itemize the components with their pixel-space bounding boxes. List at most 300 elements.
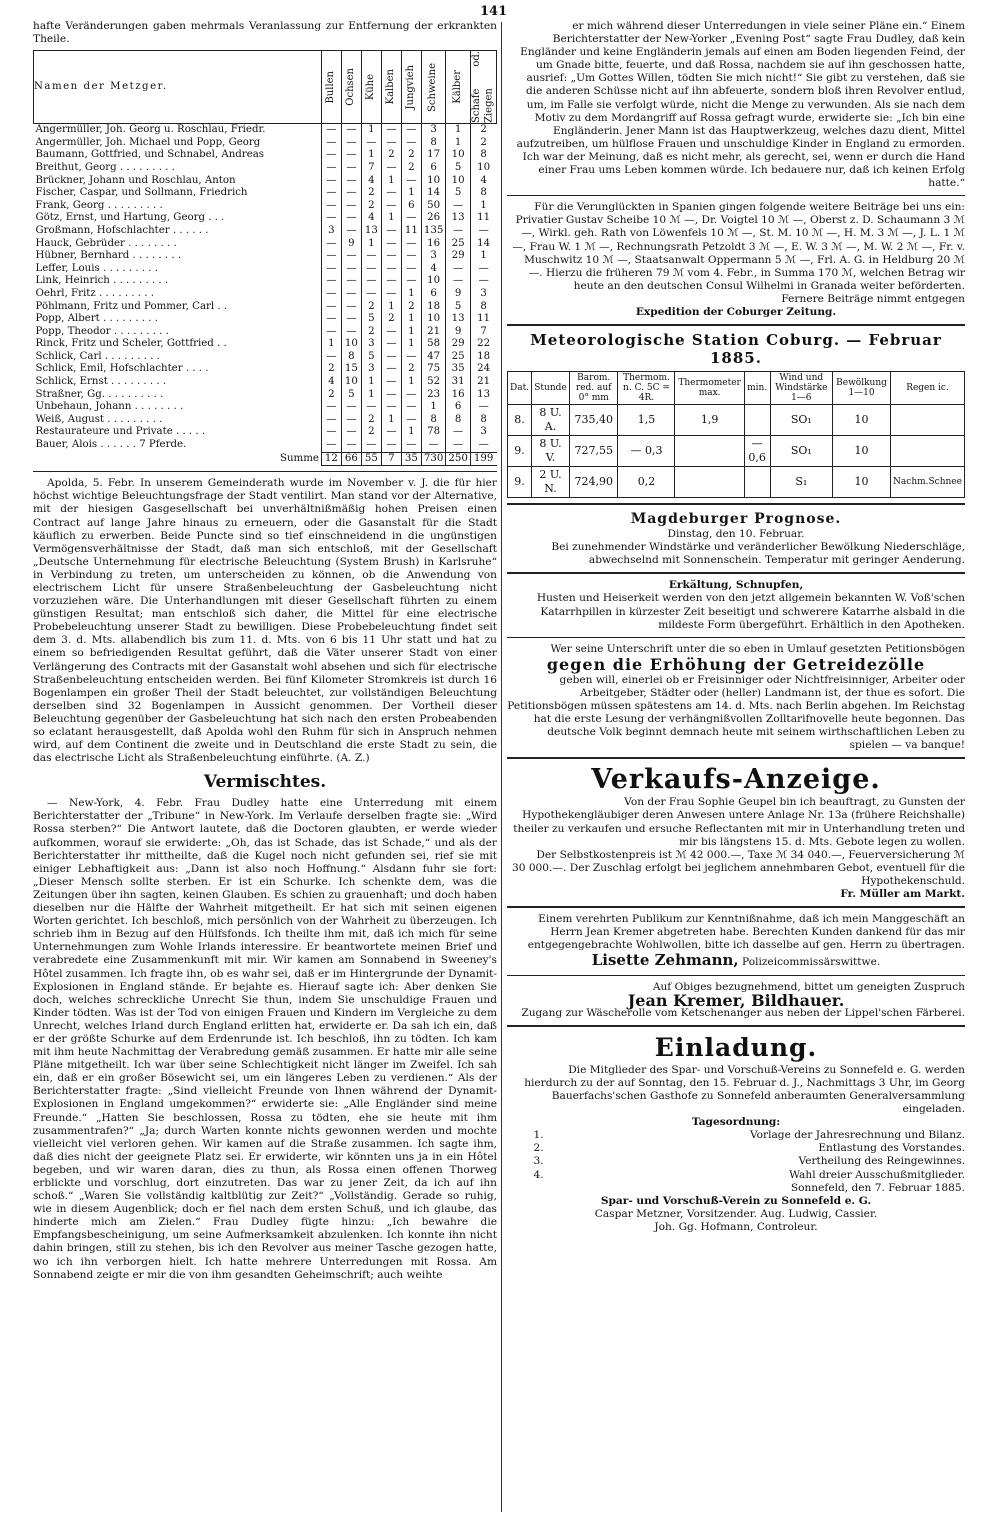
butcher-name: Popp, Theodor . . . . . . . . .: [35, 325, 169, 337]
einladung-title: Einladung.: [654, 1032, 818, 1062]
weather-cell: 1,9: [675, 405, 744, 436]
table-row: [34, 389, 497, 402]
table-cell: 5: [446, 162, 470, 175]
petition-text: geben will, einerlei ob er Freisinniger oder Nichtfreisinniger, Arbeiter oder Arbeitgeber, Städter oder (heller) Landmann ist, der thue es sofort. Die Petitionsbögen müssen spätestens am 14. d. Mts. nach Berlin abgehen. Im Reichstag hat die erste Lesung der verhängnißvollen Zolltarifnovelle heute begonnen. Das deutsche Volk beginnt demnach heute mit seinem wirthschaftlichen Leben zu spielen — va banque!: [507, 673, 965, 752]
table-cell: 1: [381, 175, 401, 188]
column-header: Bullen: [321, 51, 341, 124]
table-cell: 6: [446, 401, 470, 414]
table-cell: 5: [361, 351, 381, 364]
table-cell: 7: [361, 162, 381, 175]
table-cell: 11: [470, 212, 496, 225]
table-sum-row: [34, 452, 497, 466]
weather-cell: 10: [833, 467, 891, 498]
table-cell: —: [341, 301, 361, 314]
table-row: [34, 200, 497, 213]
spanien-more: Fernere Beiträge nimmt entgegen: [781, 292, 965, 305]
table-cell: —: [341, 187, 361, 200]
table-cell: —: [401, 212, 421, 225]
einladung-signature-1: Caspar Metzner, Vorsitzender. Aug. Ludwig, Cassier.: [594, 1207, 878, 1220]
table-cell: 3: [361, 338, 381, 351]
butcher-name: Fischer, Caspar, und Sollmann, Friedrich: [35, 187, 248, 199]
divider: [507, 975, 965, 976]
table-cell: —: [341, 225, 361, 238]
table-cell: —: [381, 187, 401, 200]
table-cell: 1: [361, 376, 381, 389]
column-header: Schweine: [421, 51, 445, 124]
table-cell: —: [381, 162, 401, 175]
table-cell: —: [401, 238, 421, 251]
butcher-name: Schlick, Carl . . . . . . . . .: [35, 350, 160, 362]
table-cell: 1: [361, 389, 381, 402]
sum-cell: 730: [421, 452, 445, 466]
table-cell: 3: [361, 363, 381, 376]
table-cell: 2: [361, 426, 381, 439]
table-cell: 8: [421, 414, 445, 427]
table-cell: —: [321, 326, 341, 339]
butcher-name: Leffer, Louis . . . . . . . . .: [35, 262, 159, 274]
butcher-name: Pöhlmann, Fritz und Pommer, Carl . .: [35, 300, 228, 312]
table-cell: —: [381, 250, 401, 263]
table-cell: 1: [470, 200, 496, 213]
table-cell: 13: [361, 225, 381, 238]
sum-label: Summe: [280, 452, 319, 464]
table-row: [34, 439, 497, 452]
table-cell: 6: [401, 200, 421, 213]
table-cell: —: [341, 162, 361, 175]
table-cell: —: [341, 288, 361, 301]
weather-cell: S₁: [770, 467, 833, 498]
table-cell: —: [401, 124, 421, 137]
butcher-name: Baumann, Gottfried, und Schnabel, Andreas: [35, 149, 265, 161]
table-cell: —: [381, 326, 401, 339]
table-cell: —: [381, 389, 401, 402]
newyork-continuation: er mich während dieser Unterredungen in viele seiner Pläne ein.“ Einem Berichterstatter der New-Yorker „Evening Post“ sagte Frau Dudley, daß kein Engländer und keine Engländerin jemals auf einen am Boden liegenden Feind, der um Gnade bitte, feuerte, und daß Rossa, nachdem sie auf ihn geschossen hatte, ausrief: „Um Gottes Willen, tödten Sie mich nicht!“ Sie gibt zu verstehen, daß sie die anderen Schüsse nicht auf ihn abfeuerte, sondern bloß ihren Revolver entlud, um, im Falle sie verfolgt würde, nicht die Menge zu verwunden. Als sie nach dem Motiv zu dem Mordangriff auf Rossa gefragt wurde, erwiderte sie: „Ich bin eine Engländerin. Jener Mann ist das Hauptwerkzeug, welches dazu dient, Mittel aufzutreiben, um hülflose Frauen und unschuldige Kinder in England zu ermorden. Ich war der Meinung, daß es nicht mehr, als gerecht, sei, wenn er durch die Hand einer Frau ums Leben kommen würde. Ich bedauere nur, daß ich keinen Erfolg hatte.“: [516, 20, 965, 190]
table-cell: —: [321, 263, 341, 276]
table-cell: 24: [470, 363, 496, 376]
table-cell: —: [381, 137, 401, 150]
table-cell: 9: [446, 288, 470, 301]
table-cell: 2: [361, 187, 381, 200]
table-cell: 29: [446, 338, 470, 351]
table-row: [34, 414, 497, 427]
table-cell: 2: [401, 162, 421, 175]
table-cell: —: [321, 351, 341, 364]
weather-cell: SO₁: [770, 436, 833, 467]
table-cell: 31: [446, 376, 470, 389]
column-header: Kühe: [361, 51, 381, 124]
weather-cell: [744, 467, 770, 498]
erkaeltung-title: Erkältung, Schnupfen,: [668, 579, 804, 592]
table-cell: —: [381, 225, 401, 238]
table-cell: —: [321, 149, 341, 162]
table-cell: 2: [470, 124, 496, 137]
table-cell: —: [381, 363, 401, 376]
butcher-name: Angermüller, Joh. Georg u. Roschlau, Friedr.: [35, 124, 266, 136]
table-row: [34, 326, 497, 339]
table-cell: 18: [470, 351, 496, 364]
table-cell: 21: [470, 376, 496, 389]
table-cell: 1: [381, 212, 401, 225]
table-cell: 4: [470, 175, 496, 188]
divider: [507, 906, 965, 908]
weather-header: Dat.: [508, 372, 532, 405]
table-cell: 3: [321, 225, 341, 238]
table-cell: —: [321, 124, 341, 137]
table-cell: —: [446, 275, 470, 288]
table-cell: 2: [470, 137, 496, 150]
table-row: [34, 137, 497, 150]
table-cell: 5: [446, 301, 470, 314]
table-cell: 3: [470, 426, 496, 439]
weather-cell: 2 U. N.: [532, 467, 570, 498]
table-cell: —: [470, 439, 496, 452]
weather-header: Thermometer max.: [675, 372, 744, 405]
table-row: [34, 376, 497, 389]
column-header: Jungvieh: [401, 51, 421, 124]
table-cell: —: [341, 263, 361, 276]
table-cell: 2: [321, 389, 341, 402]
table-cell: 8: [341, 351, 361, 364]
table-cell: —: [341, 414, 361, 427]
table-cell: —: [361, 439, 381, 452]
table-cell: 4: [361, 212, 381, 225]
table-cell: 13: [446, 313, 470, 326]
table-cell: —: [321, 212, 341, 225]
table-cell: 1: [401, 326, 421, 339]
table-cell: 5: [446, 187, 470, 200]
weather-cell: — 0,3: [618, 436, 675, 467]
table-cell: —: [401, 263, 421, 276]
table-cell: 16: [421, 238, 445, 251]
butcher-name: Straßner, Gg. . . . . . . . . .: [35, 388, 164, 400]
table-cell: —: [361, 401, 381, 414]
table-cell: —: [341, 401, 361, 414]
table-cell: 2: [401, 301, 421, 314]
table-cell: —: [401, 275, 421, 288]
table-cell: 4: [321, 376, 341, 389]
table-row: [34, 149, 497, 162]
agenda-title: Tagesordnung:: [691, 1116, 781, 1129]
weather-cell: [891, 405, 965, 436]
table-cell: 2: [361, 414, 381, 427]
table-row: [34, 124, 497, 137]
weather-header: Regen ic.: [891, 372, 965, 405]
table-cell: 2: [401, 149, 421, 162]
petition-headline: gegen die Erhöhung der Getreidezölle: [546, 654, 926, 674]
butcher-name: Weiß, August . . . . . . . . .: [35, 413, 163, 425]
table-cell: 5: [341, 389, 361, 402]
erkaeltung-text: Husten und Heiserkeit werden von den jetzt allgemein bekannten W. Voß'schen Katarrhpillen in kürzester Zeit beseitigt und schwerere Katarrhe alsbald in die mildeste Form übergeführt. Erhältlich in den Apotheken.: [536, 592, 965, 631]
table-cell: —: [341, 124, 361, 137]
table-cell: —: [446, 200, 470, 213]
sum-cell: 7: [381, 452, 401, 466]
weather-header: Bewölkung 1—10: [833, 372, 891, 405]
sum-cell: 250: [446, 452, 470, 466]
table-cell: —: [341, 326, 361, 339]
weather-cell: 0,2: [618, 467, 675, 498]
divider: [507, 637, 965, 638]
butcher-name: Popp, Albert . . . . . . . . .: [35, 313, 159, 325]
table-cell: 15: [341, 363, 361, 376]
table-cell: —: [401, 389, 421, 402]
table-cell: —: [381, 263, 401, 276]
mang-signature-role: Polizeicommissärswittwe.: [742, 956, 881, 969]
table-cell: —: [321, 162, 341, 175]
table-row: [34, 263, 497, 276]
apolda-article: Apolda, 5. Febr. In unserem Gemeinderath wurde im November v. J. die für hier höchst wichtige Beleuchtungsfrage der Stadt ventilirt. Man stand vor der Alternative, mit der hiesigen Gasgesellschaft bei unverhältnißmäßig hohen Preisen einen Contract auf lange Jahre hinaus zu erneuern, oder die Gasanstalt für die Stadt käuflich zu erwerben. Beide Puncte sind so tief einschneidend in die ungünstigen Vermögensverhältnisse der Stadt, daß man sich entschloß, mit der Gesellschaft „Deutsche Unternehmung für electrische Beleuchtung (System Brush) in Karlsruhe“ in Verbindung zu treten, um unterscheiden zu können, ob die Anwendung von electrischem Licht für unsere Straßenbeleuchtung der Gasbeleuchtung nicht vorzuziehen wäre. Die Unterhandlungen mit dieser Gesellschaft führten zu einem günstigen Resultat; man entschloß sich daher, die Mittel für eine electrische Probebeleuchtung unserer Stadt zu bewilligen. Diese Probebeleuchtung findet seit dem 3. d. Mts. allabendlich bis zum 11. d. Mts. von 6 bis 11 Uhr statt und hat zu einem so befriedigenden Resultat geführt, daß die Väter unserer Stadt von einer Verlängerung des Contracts mit der Gasanstalt wohl absehen und sich für electrische Straßenbeleuchtung entscheiden werden. Bei fünf Kilometer Stromkreis ist durch 16 Bogenlampen ein großer Theil der Stadt beleuchtet, zur vollständigen Beleuchtung derselben sind 32 Bogenlampen in Aussicht genommen. Der Vortheil dieser Beleuchtung gegenüber der Gasbeleuchtung hat sich nach den ersten Probeabenden so eclatant herausgestellt, daß Apolda wohl den Ruhm für sich in Anspruch nehmen wird, auf dem Continent die zweite und in Deutschland die erste Stadt zu sein, die das electrische Licht als Straßenbeleuchtung einführte. (A. Z.): [33, 477, 497, 765]
table-cell: —: [446, 263, 470, 276]
table-cell: 1: [321, 338, 341, 351]
weather-cell: 8 U. A.: [532, 405, 570, 436]
table-cell: —: [421, 439, 445, 452]
table-cell: —: [470, 225, 496, 238]
butcher-name: Brückner, Johann und Roschlau, Anton: [35, 174, 236, 186]
table-row: [34, 426, 497, 439]
table-cell: 13: [470, 389, 496, 402]
weather-cell: [675, 467, 744, 498]
table-cell: —: [401, 351, 421, 364]
table-cell: —: [401, 175, 421, 188]
table-cell: 10: [421, 175, 445, 188]
divider: [33, 471, 497, 472]
sum-cell: 35: [401, 452, 421, 466]
table-cell: 23: [421, 389, 445, 402]
agenda-list: [547, 1129, 965, 1181]
table-cell: —: [341, 149, 361, 162]
table-cell: 26: [421, 212, 445, 225]
weather-cell: —0,6: [744, 436, 770, 467]
table-cell: —: [381, 376, 401, 389]
table-cell: 8: [470, 149, 496, 162]
table-cell: 18: [421, 301, 445, 314]
butcher-name: Unbehaun, Johann . . . . . . . .: [35, 401, 184, 413]
column-divider: [501, 22, 502, 1512]
weather-cell: SO₁: [770, 405, 833, 436]
table-cell: 75: [421, 363, 445, 376]
table-cell: —: [321, 175, 341, 188]
table-cell: 1: [361, 149, 381, 162]
weather-cell: 724,90: [569, 467, 618, 498]
table-cell: 14: [421, 187, 445, 200]
table-cell: 1: [361, 124, 381, 137]
table-cell: 8: [470, 301, 496, 314]
butcher-name: Großmann, Hofschlachter . . . . . .: [35, 224, 209, 236]
table-cell: 9: [341, 238, 361, 251]
table-cell: 1: [401, 338, 421, 351]
left-column: [33, 20, 497, 1282]
table-cell: —: [321, 137, 341, 150]
table-cell: —: [470, 275, 496, 288]
verkauf-title: Verkaufs-Anzeige.: [591, 764, 881, 796]
table-cell: 1: [381, 301, 401, 314]
verkauf-signature: Fr. Müller am Markt.: [840, 888, 965, 901]
verkauf-text: Von der Frau Sophie Geupel bin ich beauftragt, zu Gunsten der Hypothekengläubiger deren Anwesen untere Anlage Nr. 13a (frühere Reichshalle) theiler zu verkaufen und ersuche Reflectanten mit mir in Unterhandlung treten und mir bis längstens 15. d. Mts. Gebote legen zu wollen.: [513, 796, 965, 848]
table-row: [34, 238, 497, 251]
table-cell: —: [381, 426, 401, 439]
table-cell: 11: [401, 225, 421, 238]
weather-table: [507, 371, 965, 498]
mang-signature: [507, 951, 965, 970]
table-cell: 3: [470, 288, 496, 301]
sum-cell: 199: [470, 452, 496, 466]
table-cell: —: [341, 212, 361, 225]
table-cell: 2: [321, 363, 341, 376]
agenda-item: 1. Vorlage der Jahresrechnung und Bilanz.: [547, 1129, 965, 1142]
table-row: [34, 250, 497, 263]
butcher-name: Link, Heinrich . . . . . . . . .: [35, 275, 169, 287]
table-cell: 6: [421, 162, 445, 175]
table-cell: —: [321, 250, 341, 263]
table-cell: —: [381, 351, 401, 364]
table-cell: 16: [446, 389, 470, 402]
table-cell: 8: [421, 137, 445, 150]
table-row: [34, 288, 497, 301]
sum-cell: 55: [361, 452, 381, 466]
table-cell: 2: [361, 301, 381, 314]
table-cell: —: [321, 439, 341, 452]
table-cell: 10: [446, 175, 470, 188]
table-cell: 11: [470, 313, 496, 326]
verkauf-text-2: Der Selbstkostenpreis ist ℳ 42 000.—, Taxe ℳ 34 040.—, Feuerversicherung ℳ 30 000.—. Der Zuschlag erfolgt bei jeglichem annehmbaren Gebot, eventuell für die Hypothekenschuld.: [511, 848, 965, 887]
table-cell: 1: [446, 137, 470, 150]
table-cell: —: [446, 426, 470, 439]
table-row: [34, 225, 497, 238]
table-row: [34, 162, 497, 175]
table-cell: —: [341, 175, 361, 188]
table-cell: —: [321, 313, 341, 326]
table-row: [34, 401, 497, 414]
table-cell: 10: [421, 313, 445, 326]
weather-header: Barom. red. auf 0° mm: [569, 372, 618, 405]
table-row: [34, 175, 497, 188]
vermischtes-title: Vermischtes.: [203, 772, 327, 793]
table-cell: 8: [470, 187, 496, 200]
butcher-name: Frank, Georg . . . . . . . . .: [35, 199, 163, 211]
table-row: [34, 363, 497, 376]
kremer-text: Zugang zur Wäscherolle vom Ketschenanger aus neben der Lippel'schen Färberei.: [521, 1006, 965, 1019]
table-cell: 2: [361, 200, 381, 213]
butcher-name: Rinck, Fritz und Scheler, Gottfried . .: [35, 338, 227, 350]
kremer-intro: Auf Obiges bezugnehmend, bittet um geneigten Zuspruch: [652, 980, 965, 993]
petition-intro: Wer seine Unterschrift unter die so eben in Umlauf gesetzten Petitionsbögen: [550, 642, 965, 655]
table-cell: —: [321, 414, 341, 427]
table-row: [34, 187, 497, 200]
table-cell: —: [446, 225, 470, 238]
mang-signature-name: Lisette Zehmann,: [591, 951, 739, 970]
butcher-name: Oehrl, Fritz . . . . . . . . .: [35, 287, 154, 299]
weather-cell: Nachm.Schnee: [891, 467, 965, 498]
table-cell: —: [341, 200, 361, 213]
table-cell: —: [401, 250, 421, 263]
table-cell: 1: [421, 401, 445, 414]
table-cell: —: [341, 426, 361, 439]
weather-header: Thermom. n. C. 5C = 4R.: [618, 372, 675, 405]
table-cell: —: [401, 414, 421, 427]
agenda-item: 2. Entlastung des Vorstandes.: [547, 1142, 965, 1155]
butcher-name: Hauck, Gebrüder . . . . . . . .: [35, 237, 177, 249]
table-cell: 2: [381, 313, 401, 326]
butcher-name: Götz, Ernst, und Hartung, Georg . . .: [35, 212, 225, 224]
weather-cell: 8 U. V.: [532, 436, 570, 467]
butcher-name: Breithut, Georg . . . . . . . . .: [35, 161, 175, 173]
table-cell: —: [361, 275, 381, 288]
table-cell: 21: [421, 326, 445, 339]
mang-text: Einem verehrten Publikum zur Kenntnißnahme, daß ich mein Manggeschäft an Herrn Jean Kremer abgetreten habe. Berechten Kunden dankend für das mir entgegengebrachte Wohlwollen, bitte ich dasselbe auf gen. Herrn zu übertragen.: [527, 913, 965, 952]
table-cell: 14: [470, 238, 496, 251]
kremer-signature: Jean Kremer, Bildhauer.: [627, 990, 845, 1010]
agenda-item: 3. Vertheilung des Reingewinnes.: [547, 1155, 965, 1168]
butcher-name: Hübner, Bernhard . . . . . . . .: [35, 250, 182, 262]
butcher-name: Restaurateure und Private . . . . .: [35, 426, 206, 438]
intro-text: hafte Veränderungen gaben mehrmals Veranlassung zur Entfernung der erkrankten Theile.: [33, 20, 497, 46]
divider: [507, 195, 965, 196]
table-cell: 78: [421, 426, 445, 439]
spanien-donations: Für die Verunglückten in Spanien gingen folgende weitere Beiträge bei uns ein: Privatier Gustav Scheibe 10 ℳ —, Dr. Voigtel 10 ℳ —, Oberst z. D. Schaumann 3 ℳ —, Wirkl. geh. Rath von Löwenfels 10 ℳ —, St. M. 10 ℳ —, H. M. 3 ℳ —, J. L. 1 ℳ —, Frau W. 1 ℳ —, Rechnungsrath Petzoldt 3 ℳ —, E. W. 3 ℳ —, M. W. 2 ℳ —, Fr. v. Muschwitz 10 ℳ —, Staatsanwalt Oppermann 5 ℳ —, Frl. A. G. in Heldburg 20 ℳ —. Hierzu die früheren 79 ℳ vom 4. Febr., in Summa 170 ℳ, welchen Betrag wir heute an den deutschen Consul Wilhelmi in Granada weiter beförderten.: [512, 201, 965, 292]
table-cell: —: [401, 401, 421, 414]
table-cell: 1: [401, 313, 421, 326]
table-cell: 35: [446, 363, 470, 376]
einladung-verein: Spar- und Vorschuß-Verein zu Sonnefeld e. G.: [600, 1194, 872, 1207]
table-cell: —: [381, 124, 401, 137]
weather-header: Wind und Windstärke 1—6: [770, 372, 833, 405]
table-cell: 3: [421, 250, 445, 263]
table-cell: 135: [421, 225, 445, 238]
butcher-table: [33, 50, 497, 466]
table-cell: —: [401, 137, 421, 150]
weather-cell: [891, 436, 965, 467]
weather-cell: [744, 405, 770, 436]
weather-cell: 735,40: [569, 405, 618, 436]
weather-cell: 10: [833, 405, 891, 436]
table-cell: —: [321, 301, 341, 314]
table-cell: —: [341, 313, 361, 326]
column-header: Kalben: [381, 51, 401, 124]
table-cell: 1: [361, 238, 381, 251]
weather-header: min.: [744, 372, 770, 405]
table-cell: 1: [401, 376, 421, 389]
prognose-title: Magdeburger Prognose.: [630, 511, 842, 528]
table-cell: —: [321, 200, 341, 213]
table-cell: 1: [470, 250, 496, 263]
table-cell: 9: [446, 326, 470, 339]
weather-cell: 727,55: [569, 436, 618, 467]
einladung-text: Die Mitglieder des Spar- und Vorschuß-Vereins zu Sonnefeld e. G. werden hierdurch zu der auf Sonntag, den 15. Februar d. J., Nachmittags 3 Uhr, im Georg Bauerfachs'schen Gasthofe zu Sonnefeld anberaumten Generalversammlung eingeladen.: [524, 1063, 965, 1116]
table-cell: —: [341, 275, 361, 288]
weather-cell: [675, 436, 744, 467]
table-cell: 58: [421, 338, 445, 351]
table-cell: 6: [421, 288, 445, 301]
table-cell: 13: [446, 212, 470, 225]
table-cell: —: [341, 250, 361, 263]
spanien-signature: Expedition der Coburger Zeitung.: [635, 305, 837, 318]
table-cell: 1: [381, 414, 401, 427]
table-cell: —: [361, 288, 381, 301]
weather-cell: 9.: [508, 436, 532, 467]
einladung-date: Sonnefeld, den 7. Februar 1885.: [790, 1181, 965, 1194]
weather-cell: 1,5: [618, 405, 675, 436]
table-cell: 2: [381, 149, 401, 162]
table-cell: 10: [470, 162, 496, 175]
butcher-name-header: Namen der Metzger.: [34, 51, 322, 124]
table-cell: 29: [446, 250, 470, 263]
butcher-name: Schlick, Emil, Hofschlachter . . . .: [35, 363, 209, 375]
table-row: [34, 313, 497, 326]
butcher-name: Schlick, Ernst . . . . . . . . .: [35, 376, 167, 388]
table-cell: —: [321, 426, 341, 439]
table-cell: —: [321, 288, 341, 301]
table-cell: 25: [446, 238, 470, 251]
table-cell: —: [446, 439, 470, 452]
